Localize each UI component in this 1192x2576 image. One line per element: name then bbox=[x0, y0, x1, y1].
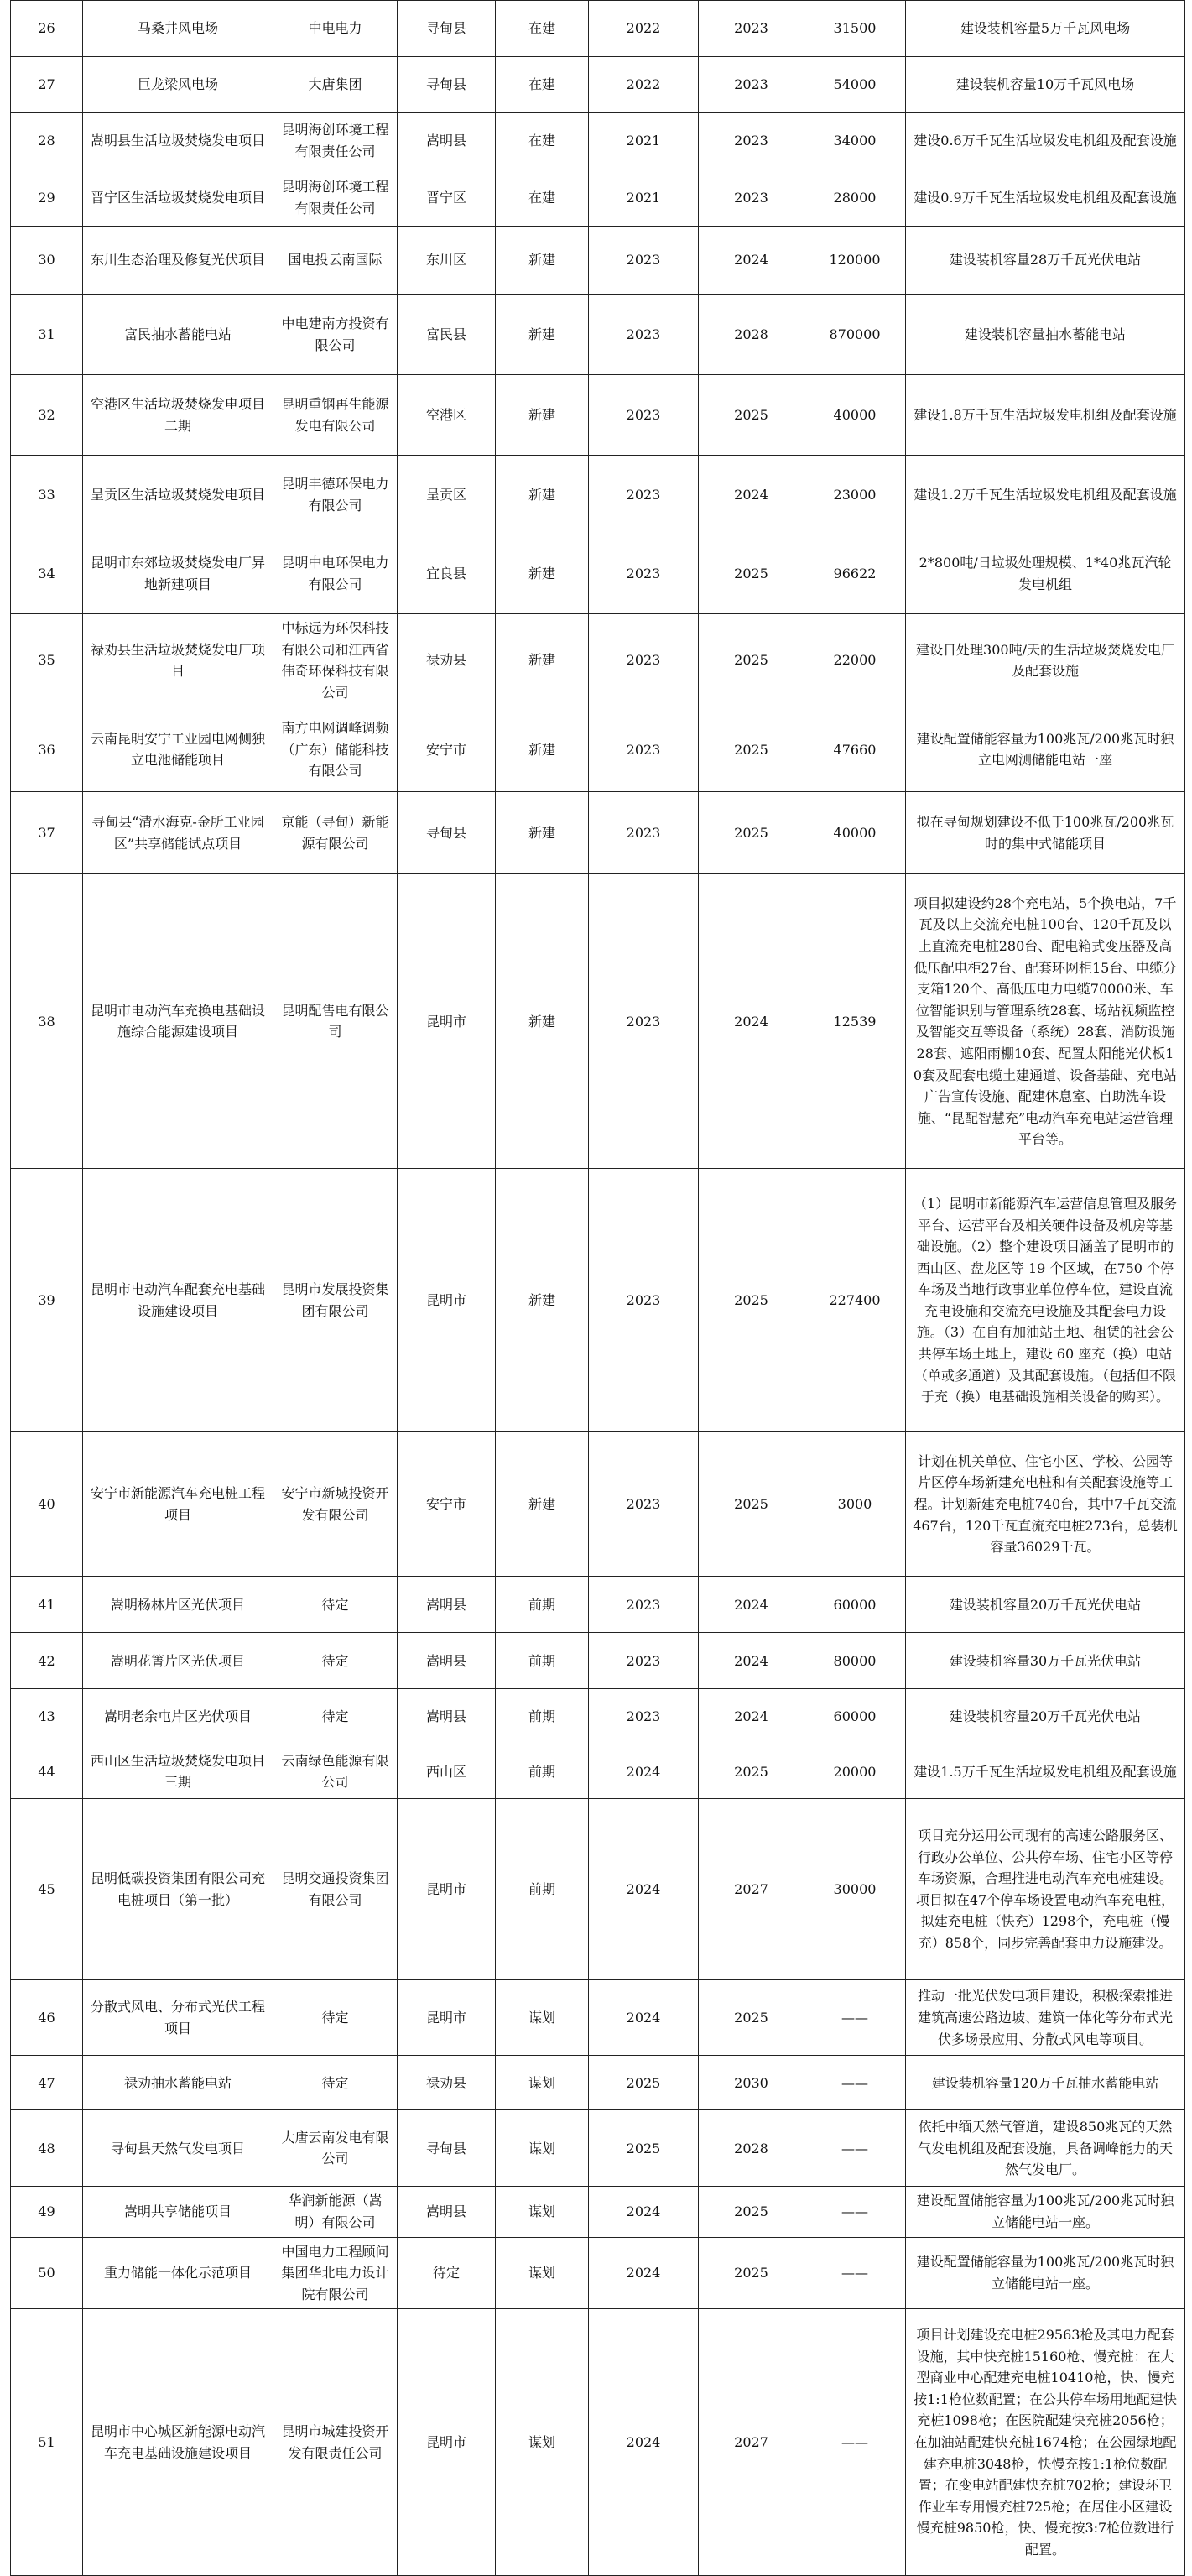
construction-content-cell: 建设0.9万千瓦生活垃圾发电机组及配套设施 bbox=[906, 169, 1185, 227]
table-row bbox=[11, 614, 1185, 707]
owner-org-cell: 昆明海创环境工程有限责任公司 bbox=[273, 169, 398, 227]
owner-org-cell: 昆明配售电有限公司 bbox=[273, 874, 398, 1169]
construction-content-cell: 依托中缅天然气管道，建设850兆瓦的天然气发电机组及配套设施，具备调峰能力的天然气发电厂。 bbox=[906, 2110, 1185, 2187]
end-year-cell: 2023 bbox=[699, 57, 804, 113]
start-year-cell: 2024 bbox=[589, 1744, 699, 1799]
owner-org-cell: 待定 bbox=[273, 1689, 398, 1744]
row-number-cell: 50 bbox=[11, 2237, 83, 2309]
status-cell: 新建 bbox=[496, 534, 589, 614]
project-name-cell: 东川生态治理及修复光伏项目 bbox=[83, 227, 273, 295]
row-number-cell: 33 bbox=[11, 456, 83, 534]
investment-cell: —— bbox=[804, 1980, 906, 2056]
county-cell: 嵩明县 bbox=[398, 1577, 496, 1633]
table-row bbox=[11, 2309, 1185, 2576]
construction-content-cell: 建设装机容量20万千瓦光伏电站 bbox=[906, 1577, 1185, 1633]
table-row bbox=[11, 169, 1185, 227]
project-name-cell: 昆明市东郊垃圾焚烧发电厂异地新建项目 bbox=[83, 534, 273, 614]
table-row bbox=[11, 2056, 1185, 2110]
project-name-cell: 昆明低碳投资集团有限公司充电桩项目（第一批） bbox=[83, 1799, 273, 1980]
row-number-cell: 31 bbox=[11, 295, 83, 375]
construction-content-cell: 建设配置储能容量为100兆瓦/200兆瓦时独立储能电站一座。 bbox=[906, 2187, 1185, 2237]
construction-content-cell: 建设配置储能容量为100兆瓦/200兆瓦时独立储能电站一座。 bbox=[906, 2237, 1185, 2309]
owner-org-cell: 云南绿色能源有限公司 bbox=[273, 1744, 398, 1799]
table-row bbox=[11, 874, 1185, 1169]
county-cell: 嵩明县 bbox=[398, 1689, 496, 1744]
investment-cell: 40000 bbox=[804, 792, 906, 874]
table-row bbox=[11, 2110, 1185, 2187]
start-year-cell: 2021 bbox=[589, 169, 699, 227]
end-year-cell: 2024 bbox=[699, 874, 804, 1169]
end-year-cell: 2025 bbox=[699, 1432, 804, 1577]
status-cell: 在建 bbox=[496, 1, 589, 57]
end-year-cell: 2025 bbox=[699, 1980, 804, 2056]
row-number-cell: 46 bbox=[11, 1980, 83, 2056]
county-cell: 空港区 bbox=[398, 375, 496, 456]
end-year-cell: 2025 bbox=[699, 375, 804, 456]
start-year-cell: 2023 bbox=[589, 707, 699, 792]
start-year-cell: 2023 bbox=[589, 456, 699, 534]
construction-content-cell: 建设装机容量抽水蓄能电站 bbox=[906, 295, 1185, 375]
investment-cell: 23000 bbox=[804, 456, 906, 534]
start-year-cell: 2023 bbox=[589, 1689, 699, 1744]
county-cell: 安宁市 bbox=[398, 1432, 496, 1577]
status-cell: 新建 bbox=[496, 1169, 589, 1432]
county-cell: 西山区 bbox=[398, 1744, 496, 1799]
construction-content-cell: 项目拟建设约28个充电站，5个换电站，7千瓦及以上交流充电桩100台、120千瓦及以上直流充电桩280台、配电箱式变压器及高低压配电柜27台、配套环网柜15台、电缆分支箱120个、高低压电力电缆70000米、车位智能识别与管理系统28套、场站视频监控及智能交互等设备（系统）28套、消防设施28套、遮阳雨棚10套、配置太阳能光伏板10套及配套电缆土建通道、设备基础、充电站广告宣传设施、配建休息室、自助洗车设施、“昆配智慧充”电动汽车充电站运营管理平台等。 bbox=[906, 874, 1185, 1169]
owner-org-cell: 昆明交通投资集团有限公司 bbox=[273, 1799, 398, 1980]
end-year-cell: 2023 bbox=[699, 169, 804, 227]
county-cell: 宜良县 bbox=[398, 534, 496, 614]
status-cell: 前期 bbox=[496, 1577, 589, 1633]
owner-org-cell: 京能（寻甸）新能源有限公司 bbox=[273, 792, 398, 874]
status-cell: 新建 bbox=[496, 614, 589, 707]
row-number-cell: 39 bbox=[11, 1169, 83, 1432]
investment-cell: —— bbox=[804, 2237, 906, 2309]
end-year-cell: 2028 bbox=[699, 295, 804, 375]
status-cell: 新建 bbox=[496, 874, 589, 1169]
project-name-cell: 寻甸县“清水海克-金所工业园区”共享储能试点项目 bbox=[83, 792, 273, 874]
table-row bbox=[11, 1980, 1185, 2056]
investment-cell: 870000 bbox=[804, 295, 906, 375]
project-name-cell: 巨龙梁风电场 bbox=[83, 57, 273, 113]
status-cell: 前期 bbox=[496, 1689, 589, 1744]
project-name-cell: 分散式风电、分布式光伏工程项目 bbox=[83, 1980, 273, 2056]
row-number-cell: 38 bbox=[11, 874, 83, 1169]
county-cell: 寻甸县 bbox=[398, 2110, 496, 2187]
status-cell: 谋划 bbox=[496, 2110, 589, 2187]
table-row bbox=[11, 1577, 1185, 1633]
table-row bbox=[11, 295, 1185, 375]
investment-cell: 31500 bbox=[804, 1, 906, 57]
county-cell: 寻甸县 bbox=[398, 792, 496, 874]
project-name-cell: 嵩明县生活垃圾焚烧发电项目 bbox=[83, 113, 273, 169]
county-cell: 嵩明县 bbox=[398, 1633, 496, 1689]
construction-content-cell: 拟在寻甸规划建设不低于100兆瓦/200兆瓦时的集中式储能项目 bbox=[906, 792, 1185, 874]
construction-content-cell: 2*800吨/日垃圾处理规模、1*40兆瓦汽轮发电机组 bbox=[906, 534, 1185, 614]
owner-org-cell: 安宁市新城投资开发有限公司 bbox=[273, 1432, 398, 1577]
construction-content-cell: 建设1.5万千瓦生活垃圾发电机组及配套设施 bbox=[906, 1744, 1185, 1799]
table-row bbox=[11, 1, 1185, 57]
start-year-cell: 2023 bbox=[589, 295, 699, 375]
construction-content-cell: 建设装机容量20万千瓦光伏电站 bbox=[906, 1689, 1185, 1744]
table-row bbox=[11, 1689, 1185, 1744]
start-year-cell: 2023 bbox=[589, 874, 699, 1169]
investment-cell: 28000 bbox=[804, 169, 906, 227]
start-year-cell: 2022 bbox=[589, 1, 699, 57]
investment-cell: 20000 bbox=[804, 1744, 906, 1799]
owner-org-cell: 待定 bbox=[273, 1633, 398, 1689]
end-year-cell: 2024 bbox=[699, 1633, 804, 1689]
row-number-cell: 51 bbox=[11, 2309, 83, 2576]
start-year-cell: 2023 bbox=[589, 1633, 699, 1689]
end-year-cell: 2025 bbox=[699, 534, 804, 614]
start-year-cell: 2024 bbox=[589, 2309, 699, 2576]
county-cell: 昆明市 bbox=[398, 1799, 496, 1980]
start-year-cell: 2025 bbox=[589, 2056, 699, 2110]
status-cell: 在建 bbox=[496, 57, 589, 113]
row-number-cell: 35 bbox=[11, 614, 83, 707]
status-cell: 在建 bbox=[496, 113, 589, 169]
construction-content-cell: 建设装机容量30万千瓦光伏电站 bbox=[906, 1633, 1185, 1689]
owner-org-cell: 昆明丰德环保电力有限公司 bbox=[273, 456, 398, 534]
start-year-cell: 2022 bbox=[589, 57, 699, 113]
construction-content-cell: 建设1.8万千瓦生活垃圾发电机组及配套设施 bbox=[906, 375, 1185, 456]
end-year-cell: 2027 bbox=[699, 2309, 804, 2576]
construction-content-cell: 建设1.2万千瓦生活垃圾发电机组及配套设施 bbox=[906, 456, 1185, 534]
row-number-cell: 36 bbox=[11, 707, 83, 792]
construction-content-cell: 推动一批光伏发电项目建设，积极探索推进建筑高速公路边坡、建筑一体化等分布式光伏多场景应用、分散式风电等项目。 bbox=[906, 1980, 1185, 2056]
table-row bbox=[11, 1799, 1185, 1980]
owner-org-cell: 昆明市城建投资开发有限责任公司 bbox=[273, 2309, 398, 2576]
construction-content-cell: 建设装机容量5万千瓦风电场 bbox=[906, 1, 1185, 57]
owner-org-cell: 中电建南方投资有限公司 bbox=[273, 295, 398, 375]
status-cell: 谋划 bbox=[496, 2056, 589, 2110]
county-cell: 昆明市 bbox=[398, 1980, 496, 2056]
county-cell: 昆明市 bbox=[398, 874, 496, 1169]
table-row bbox=[11, 375, 1185, 456]
county-cell: 寻甸县 bbox=[398, 57, 496, 113]
county-cell: 待定 bbox=[398, 2237, 496, 2309]
end-year-cell: 2025 bbox=[699, 707, 804, 792]
end-year-cell: 2028 bbox=[699, 2110, 804, 2187]
project-name-cell: 马桑井风电场 bbox=[83, 1, 273, 57]
project-name-cell: 安宁市新能源汽车充电桩工程项目 bbox=[83, 1432, 273, 1577]
start-year-cell: 2025 bbox=[589, 2110, 699, 2187]
project-name-cell: 昆明市电动汽车充换电基础设施综合能源建设项目 bbox=[83, 874, 273, 1169]
investment-cell: 34000 bbox=[804, 113, 906, 169]
row-number-cell: 30 bbox=[11, 227, 83, 295]
start-year-cell: 2023 bbox=[589, 1432, 699, 1577]
status-cell: 谋划 bbox=[496, 2187, 589, 2237]
owner-org-cell: 待定 bbox=[273, 1980, 398, 2056]
row-number-cell: 34 bbox=[11, 534, 83, 614]
start-year-cell: 2023 bbox=[589, 1169, 699, 1432]
investment-cell: —— bbox=[804, 2110, 906, 2187]
status-cell: 新建 bbox=[496, 707, 589, 792]
end-year-cell: 2024 bbox=[699, 456, 804, 534]
start-year-cell: 2021 bbox=[589, 113, 699, 169]
row-number-cell: 49 bbox=[11, 2187, 83, 2237]
project-name-cell: 禄劝县生活垃圾焚烧发电厂项目 bbox=[83, 614, 273, 707]
project-name-cell: 嵩明杨林片区光伏项目 bbox=[83, 1577, 273, 1633]
row-number-cell: 40 bbox=[11, 1432, 83, 1577]
owner-org-cell: 大唐云南发电有限公司 bbox=[273, 2110, 398, 2187]
status-cell: 前期 bbox=[496, 1744, 589, 1799]
investment-cell: —— bbox=[804, 2187, 906, 2237]
owner-org-cell: 中国电力工程顾问集团华北电力设计院有限公司 bbox=[273, 2237, 398, 2309]
start-year-cell: 2023 bbox=[589, 375, 699, 456]
status-cell: 新建 bbox=[496, 792, 589, 874]
status-cell: 前期 bbox=[496, 1799, 589, 1980]
status-cell: 谋划 bbox=[496, 1980, 589, 2056]
construction-content-cell: 建设装机容量28万千瓦光伏电站 bbox=[906, 227, 1185, 295]
construction-content-cell: 项目计划建设充电桩29563枪及其电力配套设施，其中快充桩15160枪、慢充桩：在大型商业中心配建充电桩10410枪，快、慢充按1:1枪位数配置；在公共停车场用地配建快充桩1098枪；在医院配建快充桩2056枪；在加油站配建快充桩1674枪；在公园绿地配建充电桩3048枪，快慢充按1:1枪位数配置；在变电站配建快充桩702枪；建设环卫作业车专用慢充桩725枪；在居住小区建设慢充桩9850枪，快、慢充按3:7枪位数进行配置。 bbox=[906, 2309, 1185, 2576]
row-number-cell: 27 bbox=[11, 57, 83, 113]
owner-org-cell: 国电投云南国际 bbox=[273, 227, 398, 295]
project-name-cell: 嵩明共享储能项目 bbox=[83, 2187, 273, 2237]
end-year-cell: 2030 bbox=[699, 2056, 804, 2110]
end-year-cell: 2025 bbox=[699, 2237, 804, 2309]
owner-org-cell: 昆明中电环保电力有限公司 bbox=[273, 534, 398, 614]
county-cell: 寻甸县 bbox=[398, 1, 496, 57]
status-cell: 谋划 bbox=[496, 2237, 589, 2309]
row-number-cell: 44 bbox=[11, 1744, 83, 1799]
county-cell: 昆明市 bbox=[398, 2309, 496, 2576]
investment-cell: 12539 bbox=[804, 874, 906, 1169]
owner-org-cell: 待定 bbox=[273, 2056, 398, 2110]
row-number-cell: 28 bbox=[11, 113, 83, 169]
end-year-cell: 2025 bbox=[699, 792, 804, 874]
status-cell: 新建 bbox=[496, 227, 589, 295]
table-row bbox=[11, 456, 1185, 534]
status-cell: 新建 bbox=[496, 1432, 589, 1577]
table-row bbox=[11, 534, 1185, 614]
owner-org-cell: 昆明海创环境工程有限责任公司 bbox=[273, 113, 398, 169]
project-name-cell: 昆明市电动汽车配套充电基础设施建设项目 bbox=[83, 1169, 273, 1432]
investment-cell: 40000 bbox=[804, 375, 906, 456]
end-year-cell: 2024 bbox=[699, 227, 804, 295]
start-year-cell: 2023 bbox=[589, 1577, 699, 1633]
project-name-cell: 昆明市中心城区新能源电动汽车充电基础设施建设项目 bbox=[83, 2309, 273, 2576]
investment-cell: 120000 bbox=[804, 227, 906, 295]
owner-org-cell: 南方电网调峰调频（广东）储能科技有限公司 bbox=[273, 707, 398, 792]
end-year-cell: 2023 bbox=[699, 1, 804, 57]
project-name-cell: 晋宁区生活垃圾焚烧发电项目 bbox=[83, 169, 273, 227]
construction-content-cell: 建设配置储能容量为100兆瓦/200兆瓦时独立电网测储能电站一座 bbox=[906, 707, 1185, 792]
construction-content-cell: 建设0.6万千瓦生活垃圾发电机组及配套设施 bbox=[906, 113, 1185, 169]
row-number-cell: 45 bbox=[11, 1799, 83, 1980]
investment-cell: 227400 bbox=[804, 1169, 906, 1432]
project-name-cell: 禄劝抽水蓄能电站 bbox=[83, 2056, 273, 2110]
row-number-cell: 37 bbox=[11, 792, 83, 874]
end-year-cell: 2025 bbox=[699, 1169, 804, 1432]
table-row bbox=[11, 2237, 1185, 2309]
start-year-cell: 2024 bbox=[589, 2187, 699, 2237]
owner-org-cell: 华润新能源（嵩明）有限公司 bbox=[273, 2187, 398, 2237]
table-row bbox=[11, 113, 1185, 169]
start-year-cell: 2024 bbox=[589, 1980, 699, 2056]
construction-content-cell: 计划在机关单位、住宅小区、学校、公园等片区停车场新建充电桩和有关配套设施等工程。计划新建充电桩740台，其中7千瓦交流467台，120千瓦直流充电桩273台，总装机容量36029千瓦。 bbox=[906, 1432, 1185, 1577]
status-cell: 新建 bbox=[496, 375, 589, 456]
county-cell: 东川区 bbox=[398, 227, 496, 295]
owner-org-cell: 大唐集团 bbox=[273, 57, 398, 113]
table-row bbox=[11, 1744, 1185, 1799]
start-year-cell: 2023 bbox=[589, 614, 699, 707]
end-year-cell: 2025 bbox=[699, 614, 804, 707]
start-year-cell: 2024 bbox=[589, 2237, 699, 2309]
end-year-cell: 2025 bbox=[699, 2187, 804, 2237]
investment-cell: 60000 bbox=[804, 1577, 906, 1633]
table-row bbox=[11, 57, 1185, 113]
table-row bbox=[11, 1432, 1185, 1577]
end-year-cell: 2023 bbox=[699, 113, 804, 169]
construction-content-cell: （1）昆明市新能源汽车运营信息管理及服务平台、运营平台及相关硬件设备及机房等基础设施。（2）整个建设项目涵盖了昆明市的西山区、盘龙区等 19 个区域，在750 个停车场及当地行政事业单位停车位，建设直流充电设施和交流充电设施及其配套电力设施。（3）在自有加油站土地、租赁的社会公共停车场土地上，建设 60 座充（换）电站（单或多通道）及其配套设施。（包括但不限于充（换）电基础设施相关设备的购买）。 bbox=[906, 1169, 1185, 1432]
construction-content-cell: 建设装机容量10万千瓦风电场 bbox=[906, 57, 1185, 113]
investment-cell: 54000 bbox=[804, 57, 906, 113]
table-row bbox=[11, 707, 1185, 792]
row-number-cell: 41 bbox=[11, 1577, 83, 1633]
owner-org-cell: 昆明重钢再生能源发电有限公司 bbox=[273, 375, 398, 456]
status-cell: 谋划 bbox=[496, 2309, 589, 2576]
investment-cell: —— bbox=[804, 2309, 906, 2576]
investment-cell: —— bbox=[804, 2056, 906, 2110]
county-cell: 嵩明县 bbox=[398, 2187, 496, 2237]
row-number-cell: 48 bbox=[11, 2110, 83, 2187]
status-cell: 新建 bbox=[496, 295, 589, 375]
construction-content-cell: 建设装机容量120万千瓦抽水蓄能电站 bbox=[906, 2056, 1185, 2110]
row-number-cell: 32 bbox=[11, 375, 83, 456]
start-year-cell: 2023 bbox=[589, 534, 699, 614]
owner-org-cell: 昆明市发展投资集团有限公司 bbox=[273, 1169, 398, 1432]
table-row bbox=[11, 2187, 1185, 2237]
start-year-cell: 2024 bbox=[589, 1799, 699, 1980]
end-year-cell: 2027 bbox=[699, 1799, 804, 1980]
investment-cell: 60000 bbox=[804, 1689, 906, 1744]
status-cell: 前期 bbox=[496, 1633, 589, 1689]
county-cell: 禄劝县 bbox=[398, 614, 496, 707]
row-number-cell: 29 bbox=[11, 169, 83, 227]
status-cell: 在建 bbox=[496, 169, 589, 227]
county-cell: 昆明市 bbox=[398, 1169, 496, 1432]
owner-org-cell: 中电电力 bbox=[273, 1, 398, 57]
table-row bbox=[11, 1633, 1185, 1689]
status-cell: 新建 bbox=[496, 456, 589, 534]
project-name-cell: 西山区生活垃圾焚烧发电项目三期 bbox=[83, 1744, 273, 1799]
construction-content-cell: 建设日处理300吨/天的生活垃圾焚烧发电厂及配套设施 bbox=[906, 614, 1185, 707]
table-row bbox=[11, 792, 1185, 874]
row-number-cell: 26 bbox=[11, 1, 83, 57]
row-number-cell: 47 bbox=[11, 2056, 83, 2110]
project-table bbox=[10, 0, 1185, 2576]
investment-cell: 3000 bbox=[804, 1432, 906, 1577]
end-year-cell: 2025 bbox=[699, 1744, 804, 1799]
investment-cell: 96622 bbox=[804, 534, 906, 614]
project-name-cell: 嵩明花箐片区光伏项目 bbox=[83, 1633, 273, 1689]
start-year-cell: 2023 bbox=[589, 792, 699, 874]
project-name-cell: 云南昆明安宁工业园电网侧独立电池储能项目 bbox=[83, 707, 273, 792]
start-year-cell: 2023 bbox=[589, 227, 699, 295]
project-name-cell: 呈贡区生活垃圾焚烧发电项目 bbox=[83, 456, 273, 534]
table-row bbox=[11, 227, 1185, 295]
investment-cell: 47660 bbox=[804, 707, 906, 792]
owner-org-cell: 中标远为环保科技有限公司和江西省伟奇环保科技有限公司 bbox=[273, 614, 398, 707]
county-cell: 安宁市 bbox=[398, 707, 496, 792]
investment-cell: 22000 bbox=[804, 614, 906, 707]
county-cell: 禄劝县 bbox=[398, 2056, 496, 2110]
end-year-cell: 2024 bbox=[699, 1689, 804, 1744]
county-cell: 富民县 bbox=[398, 295, 496, 375]
construction-content-cell: 项目充分运用公司现有的高速公路服务区、行政办公单位、公共停车场、住宅小区等停车场资源，合理推进电动汽车充电桩建设。项目拟在47个停车场设置电动汽车充电桩，拟建充电桩（快充）1298个，充电桩（慢充）858个，同步完善配套电力设施建设。 bbox=[906, 1799, 1185, 1980]
project-name-cell: 寻甸县天然气发电项目 bbox=[83, 2110, 273, 2187]
investment-cell: 30000 bbox=[804, 1799, 906, 1980]
project-name-cell: 空港区生活垃圾焚烧发电项目二期 bbox=[83, 375, 273, 456]
table-row bbox=[11, 1169, 1185, 1432]
owner-org-cell: 待定 bbox=[273, 1577, 398, 1633]
project-name-cell: 嵩明老余屯片区光伏项目 bbox=[83, 1689, 273, 1744]
county-cell: 嵩明县 bbox=[398, 113, 496, 169]
project-name-cell: 重力储能一体化示范项目 bbox=[83, 2237, 273, 2309]
project-name-cell: 富民抽水蓄能电站 bbox=[83, 295, 273, 375]
county-cell: 晋宁区 bbox=[398, 169, 496, 227]
end-year-cell: 2024 bbox=[699, 1577, 804, 1633]
row-number-cell: 43 bbox=[11, 1689, 83, 1744]
investment-cell: 80000 bbox=[804, 1633, 906, 1689]
row-number-cell: 42 bbox=[11, 1633, 83, 1689]
county-cell: 呈贡区 bbox=[398, 456, 496, 534]
